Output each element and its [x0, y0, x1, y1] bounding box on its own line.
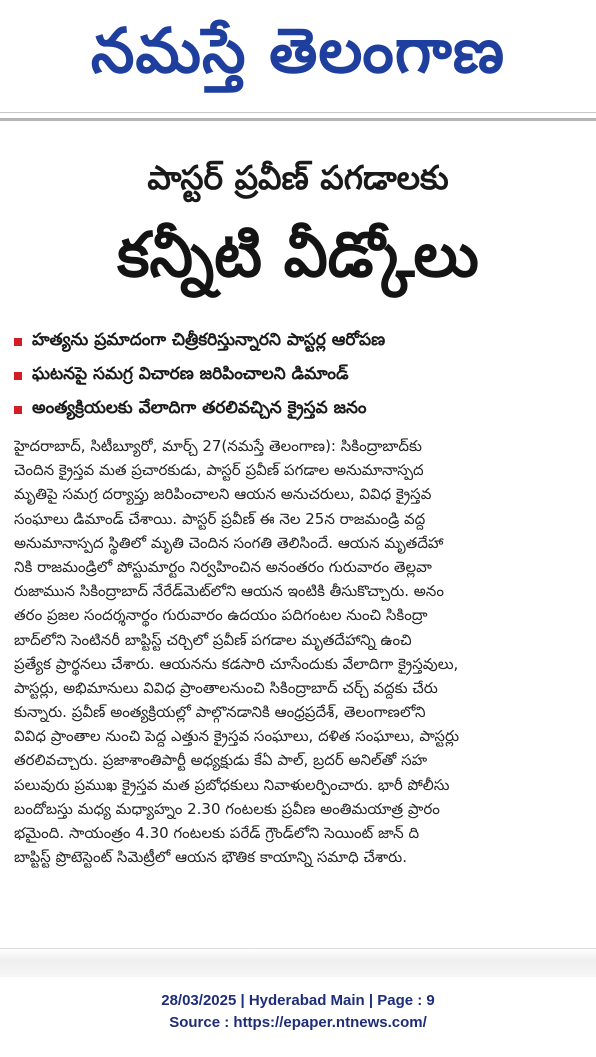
- highlight-item: [14, 359, 584, 393]
- body-line: వివిధ ప్రాంతాల నుంచి పెద్ద ఎత్తున క్రైస్తవ సంఘాలు, దళిత సంఘాలు, పాస్టర్లు: [14, 727, 460, 746]
- highlight-item: [14, 325, 584, 359]
- masthead-divider-top: [0, 112, 596, 113]
- body-line: మృతిపై సమగ్ర దర్యాప్తు జరిపించాలని ఆయన అనుచరులు, వివిధ క్రైస్తవ: [14, 485, 432, 504]
- highlight-item: [14, 393, 584, 427]
- body-line: రుజామున సికింద్రాబాద్ నేరేడ్‌మెట్‌లోని ఆయన ఇంటికి తీసుకొచ్చారు. అనం: [14, 582, 444, 601]
- body-line: బాప్టిస్ట్ ప్రొటెస్టెంట్ సిమెట్రీలో ఆయన భౌతిక కాయాన్ని సమాధి చేశారు.: [14, 848, 407, 867]
- newspaper-title: నమస్తే తెలంగాణ: [90, 14, 506, 87]
- body-line: బందోబస్తు మధ్య మధ్యాహ్నం 2.30 గంటలకు ప్రవీణ అంతిమయాత్ర ప్రారం: [14, 799, 440, 818]
- body-line: నికి రాజమండ్రిలో పోస్టుమార్టం నిర్వహించిన అనంతరం గురువారం తెల్లవా: [14, 557, 432, 576]
- highlight-text: హత్యను ప్రమాదంగా చిత్రీకరిస్తున్నారని పాస్టర్ల ఆరోపణ: [32, 330, 386, 350]
- body-line: ప్రత్యేక ప్రార్థనలు చేశారు. ఆయనను కడసారి చూసేందుకు వేలాదిగా క్రైస్తవులు,: [14, 654, 459, 673]
- masthead-divider-bottom: [0, 118, 596, 121]
- edition-dateline: 28/03/2025 | Hyderabad Main | Page : 9: [161, 992, 435, 1009]
- body-line: చెందిన క్రైస్తవ మత ప్రచారకుడు, పాస్టర్ ప్రవీణ్ పగడాల అనుమానాస్పద: [14, 461, 424, 480]
- highlight-text: ఘటనపై సమగ్ర విచారణ జరిపించాలని డిమాండ్: [32, 364, 349, 384]
- body-line: హైదరాబాద్, సిటీబ్యూరో, మార్చ్ 27(నమస్తే తెలంగాణ): సికింద్రాబాద్‌కు: [14, 437, 422, 455]
- red-square-bullet-icon: [14, 406, 22, 414]
- red-square-bullet-icon: [14, 372, 22, 380]
- body-line: పలువురు ప్రముఖ క్రైస్తవ మత ప్రబోధకులు నివాళులర్పించారు. భారీ పోలీసు: [14, 775, 450, 794]
- body-line: కున్నారు. ప్రవీణ్ అంత్యక్రియల్లో పాల్గొనడానికి ఆంధ్రప్రదేశ్, తెలంగాణలోని: [14, 703, 426, 722]
- body-line: బాద్‌లోని సెంటినరీ బాప్టిస్ట్ చర్చిలో ప్రవీణ్ పగడాల మృతదేహాన్ని ఉంచి: [14, 630, 412, 649]
- source-link[interactable]: Source : https://epaper.ntnews.com/: [169, 1014, 427, 1031]
- body-line: సంఘాలు డిమాండ్ చేశాయి. పాస్టర్ ప్రవీణ్ ఈ నెల 25న రాజమండ్రి వద్ద: [14, 509, 426, 528]
- clipping-edge: [0, 948, 596, 977]
- page-footer: [0, 990, 596, 1034]
- highlight-text: అంత్యక్రియలకు వేలాదిగా తరలివచ్చిన క్రైస్తవ జనం: [32, 398, 367, 418]
- article-kicker: పాస్టర్ ప్రవీణ్ పగడాలకు: [147, 158, 449, 197]
- body-line: తరం ప్రజల సందర్శనార్థం గురువారం ఉదయం పదిగంటల నుంచి సికింద్రా: [14, 606, 428, 625]
- highlights-list: [14, 325, 584, 427]
- body-line: పాస్టర్లు, అభిమానులు వివిధ ప్రాంతాలనుంచి సికింద్రాబాద్ చర్చ్ వద్దకు చేరు: [14, 678, 438, 697]
- body-line: భమైంది. సాయంత్రం 4.30 గంటలకు పరేడ్ గ్రౌండ్‌లోని సెయింట్ జాన్ ది: [14, 824, 420, 842]
- article-headline: కన్నీటి వీడ్కోలు: [117, 218, 479, 291]
- red-square-bullet-icon: [14, 338, 22, 346]
- masthead: [0, 0, 596, 120]
- article-body: [14, 434, 580, 869]
- body-line: తరలివచ్చారు. ప్రజాశాంతిపార్టీ అధ్యక్షుడు కేఏ పాల్, బ్రదర్ అనిల్‌తో సహ: [14, 751, 428, 770]
- body-line: అనుమానాస్పద స్థితిలో మృతి చెందిన సంగతి తెలిసిందే. ఆయన మృతదేహా: [14, 533, 444, 552]
